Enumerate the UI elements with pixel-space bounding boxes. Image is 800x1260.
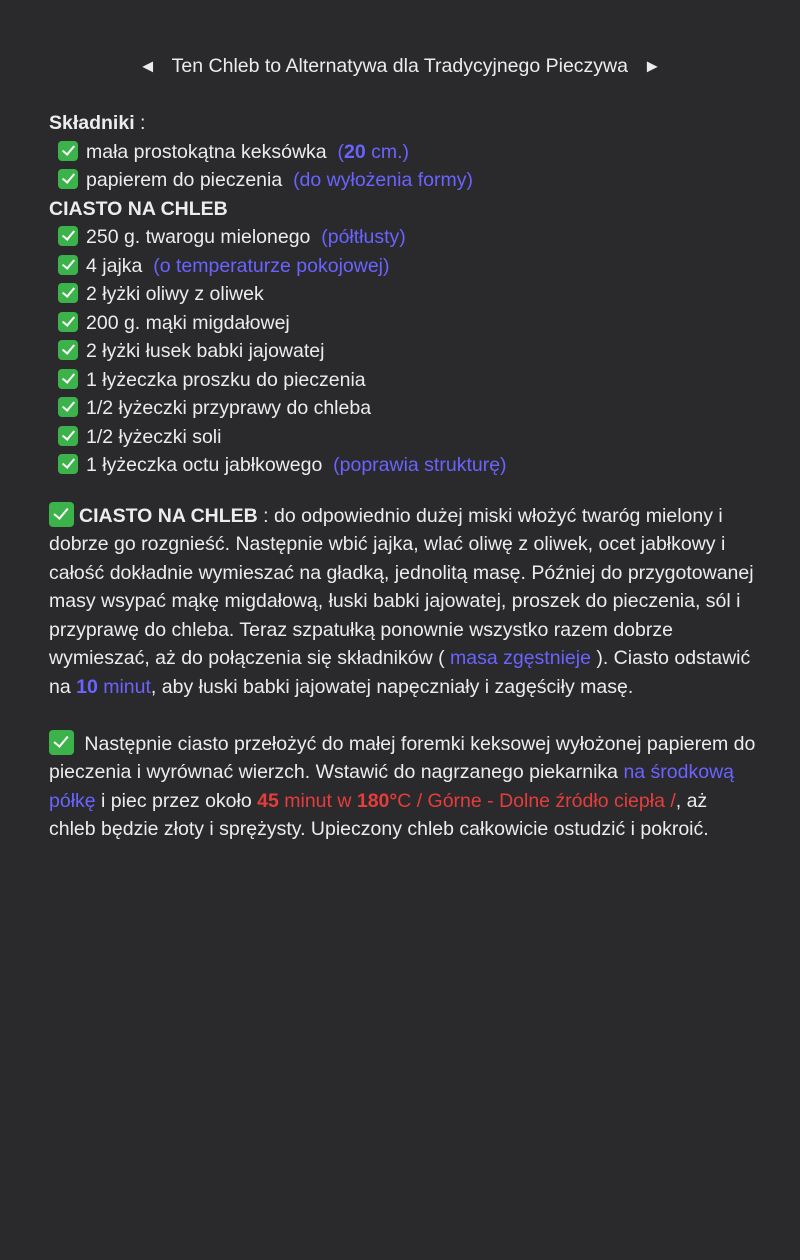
ingredient-item — [49, 394, 769, 423]
ingredient-item — [49, 423, 769, 452]
recipe-content — [49, 109, 769, 844]
next-arrow-icon[interactable]: ► — [643, 56, 662, 76]
ingredient-item — [49, 138, 769, 167]
rest-time-unit: minut — [97, 676, 151, 699]
ingredients-heading: Składniki — [49, 112, 135, 134]
step-1-text: ). Ciasto odstawić na — [49, 647, 751, 699]
ingredient-text: 1/2 łyżeczki soli — [86, 425, 222, 448]
header-nav — [0, 52, 800, 80]
checkmark-icon — [58, 255, 78, 275]
step-2-text: , aż chleb będzie złoty i sprężysty. Upieczony chleb całkowicie ostudzić i pokroić. — [49, 789, 709, 841]
ingredient-text: papierem do pieczenia — [86, 169, 283, 191]
checkmark-icon — [58, 397, 78, 417]
step-2-text: Następnie ciasto przełożyć do małej foremki keksowej wyłożonej papierem do pieczenia i wyrównać wierzch. Wstawić do nagrzanego piekarnika — [49, 732, 756, 784]
rest-time-number: 10 — [76, 676, 98, 699]
checkmark-icon — [58, 340, 78, 360]
ingredient-text: 1 łyżeczka octu jabłkowego — [86, 454, 323, 476]
checkmark-icon — [49, 502, 74, 527]
bake-time-text: minut w — [278, 789, 357, 812]
step-1-text: : do odpowiednio dużej miski włożyć twaróg mielony i dobrze go rozgnieść. Następnie wbić jajka, wlać oliwę z oliwek, ocet jabłkowy i całość dokładnie wymieszać na gładką, jednolitą masę. Później do przygotowanej masy wsypać mąkę migdałową, łuski babki jajowatej, proszek do pieczenia, sól i przyprawę do chleba. Teraz szpatułką ponownie wszystko razem dobrze wymieszać, aż do połączenia się składników ( — [49, 504, 754, 670]
step-2-paragraph — [49, 730, 759, 844]
ingredient-text: 2 łyżki oliwy z oliwek — [86, 283, 264, 305]
bake-temperature: 180° — [356, 789, 398, 812]
bake-time-number: 45 — [257, 789, 279, 812]
ingredient-note: (półtłusty) — [321, 226, 406, 248]
ingredient-text: 250 g. twarogu mielonego — [86, 226, 311, 248]
note-open: ( — [337, 140, 344, 163]
checkmark-icon — [58, 426, 78, 446]
step-1-paragraph — [49, 502, 759, 702]
ingredient-text: 4 jajka — [86, 254, 143, 277]
ingredient-item — [49, 337, 769, 366]
ingredient-text: 1 łyżeczka proszku do pieczenia — [86, 368, 366, 391]
checkmark-icon — [58, 226, 78, 246]
ingredient-item — [49, 252, 769, 281]
ingredient-note: (o temperaturze pokojowej) — [153, 254, 390, 277]
step-2-text: i piec przez około — [95, 789, 258, 812]
ingredient-text: mała prostokątna keksówka — [86, 140, 327, 163]
checkmark-icon — [58, 283, 78, 303]
checkmark-icon — [58, 369, 78, 389]
section-title: CIASTO NA CHLEB — [49, 197, 228, 220]
ingredient-item — [49, 223, 769, 252]
step-2-highlight: na środkową półkę — [49, 761, 735, 812]
checkmark-icon — [58, 169, 78, 189]
page-title: Ten Chleb to Alternatywa dla Tradycyjnego Pieczywa — [171, 55, 628, 77]
ingredient-item — [49, 309, 769, 338]
checkmark-icon — [58, 454, 78, 474]
ingredient-note — [337, 141, 409, 163]
ingredients-heading-line — [49, 109, 769, 138]
checkmark-icon — [49, 730, 74, 755]
ingredient-text: 200 g. mąki migdałowej — [86, 311, 290, 334]
ingredient-item — [49, 280, 769, 309]
ingredient-text: 2 łyżki łusek babki jajowatej — [86, 340, 325, 362]
note-number: 20 — [343, 140, 366, 163]
ingredient-note: (poprawia strukturę) — [333, 454, 507, 476]
ingredient-item — [49, 451, 769, 480]
ingredient-text: 1/2 łyżeczki przyprawy do chleba — [86, 397, 372, 419]
ingredient-item — [49, 166, 769, 195]
ingredient-note: (do wyłożenia formy) — [293, 169, 473, 191]
step-1-highlight: masa zgęstnieje — [450, 647, 591, 670]
checkmark-icon — [58, 141, 78, 161]
bake-mode: C / Górne - Dolne źródło ciepła / — [397, 789, 676, 812]
step-1-title: CIASTO NA CHLEB — [79, 504, 258, 527]
ingredients-heading-suffix: : — [134, 112, 146, 134]
step-1-text: , aby łuski babki jajowatej napęczniały i zagęściły masę. — [150, 676, 634, 699]
previous-arrow-icon[interactable]: ◄ — [138, 56, 157, 76]
note-rest: cm.) — [365, 140, 409, 163]
ingredient-item — [49, 366, 769, 395]
checkmark-icon — [58, 312, 78, 332]
